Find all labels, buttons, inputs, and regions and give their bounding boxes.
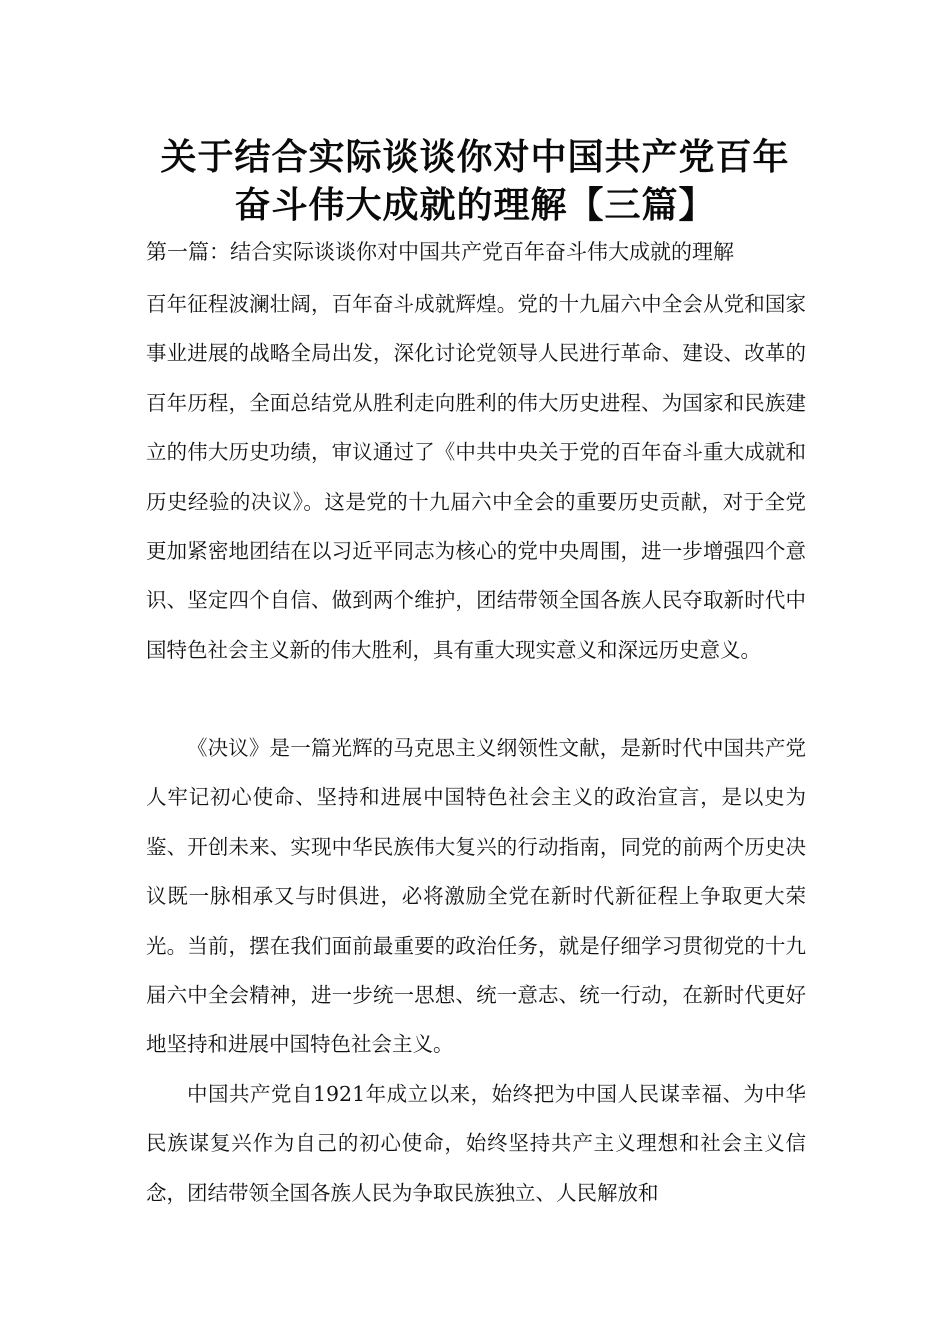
section-1-heading: 第一篇：结合实际谈谈你对中国共产党百年奋斗伟大成就的理解	[146, 240, 734, 264]
document-title-line-2: 奋斗伟大成就的理解【三篇】	[234, 185, 716, 226]
paragraph-1: 百年征程波澜壮阔，百年奋斗成就辉煌。党的十九届六中全会从党和国家事业进展的战略全局出发，深化讨论党领导人民进行革命、建设、改革的百年历程，全面总结党从胜利走向胜利的伟大历史进程、为国家和民族建立的伟大历史功绩，审议通过了《中共中央关于党的百年奋斗重大成就和历史经验的决议》。这是党的十九届六中全会的重要历史贡献，对于全党更加紧密地团结在以习近平同志为核心的党中央周围，进一步增强四个意识、坚定四个自信、做到两个维护，团结带领全国各族人民夺取新时代中国特色社会主义新的伟大胜利，具有重大现实意义和深远历史意义。	[146, 292, 806, 662]
paragraph-3: 中国共产党自1921年成立以来，始终把为中国人民谋幸福、为中华民族谋复兴作为自己的初心使命，始终坚持共产主义理想和社会主义信念，团结带领全国各族人民为争取民族独立、人民解放和	[146, 1082, 806, 1205]
paragraph-2: 《决议》是一篇光辉的马克思主义纲领性文献，是新时代中国共产党人牢记初心使命、坚持和进展中国特色社会主义的政治宣言，是以史为鉴、开创未来、实现中华民族伟大复兴的行动指南，同党的前两个历史决议既一脉相承又与时俱进，必将激励全党在新时代新征程上争取更大荣光。当前，摆在我们面前最重要的政治任务，就是仔细学习贯彻党的十九届六中全会精神，进一步统一思想、统一意志、统一行动，在新时代更好地坚持和进展中国特色社会主义。	[146, 736, 806, 1057]
document-title-line-1: 关于结合实际谈谈你对中国共产党百年	[160, 137, 790, 178]
